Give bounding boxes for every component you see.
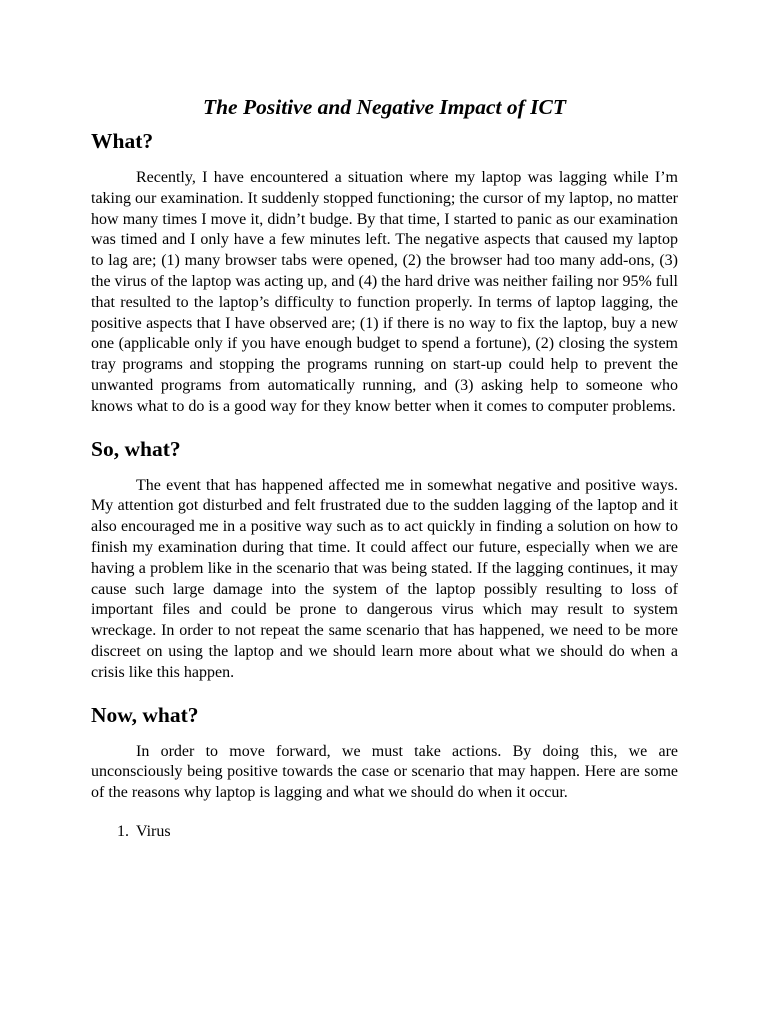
section-what bbox=[91, 128, 678, 418]
list-item-number: 1. bbox=[117, 822, 129, 840]
paragraph-so-what: The event that has happened affected me in somewhat negative and positive ways. My attention got disturbed and felt frustrated due to the sudden lagging of the laptop and it also encouraged me in a positive way such as to act quickly in finding a solution on how to finish my examination during that time. It could affect our future, especially when we are having a problem like in the scenario that was being stated. If the lagging continues, it may cause such large damage into the system of the laptop possibly resulting to loss of important files and could be prone to dangerous virus which may result to system wreckage. In order to not repeat the same scenario that has happened, we need to be more discreet on using the laptop and we should learn more about what we should do when a crisis like this happen. bbox=[91, 476, 678, 681]
section-heading-now-what: Now, what? bbox=[91, 702, 199, 727]
list-item bbox=[91, 822, 678, 843]
paragraph-what: Recently, I have encountered a situation where my laptop was lagging while I’m taking our examination. It suddenly stopped functioning; the cursor of my laptop, no matter how many times I move it, didn’t budge. By that time, I started to panic as our examination was timed and I only have a few minutes left. The negative aspects that caused my laptop to lag are; (1) many browser tabs were opened, (2) the browser had too many add-ons, (3) the virus of the laptop was acting up, and (4) the hard drive was neither failing nor 95% full that resulted to the laptop’s difficulty to function properly. In terms of laptop lagging, the positive aspects that I have observed are; (1) if there is no way to fix the laptop, buy a new one (applicable only if you have enough budget to spend a fortune), (2) closing the system tray programs and stopping the programs running on start-up could help to prevent the unwanted programs from automatically running, and (3) asking help to someone who knows what to do is a good way for they know better when it comes to computer problems. bbox=[91, 169, 678, 415]
paragraph-now-what: In order to move forward, we must take actions. By doing this, we are unconsciously being positive towards the case or scenario that may happen. Here are some of the reasons why laptop is lagging and what we should do when it occur. bbox=[91, 742, 678, 802]
section-heading-so-what: So, what? bbox=[91, 436, 181, 461]
document-title: The Positive and Negative Impact of ICT bbox=[202, 95, 567, 119]
section-now-what bbox=[91, 702, 678, 804]
reasons-list bbox=[91, 822, 678, 843]
section-so-what bbox=[91, 436, 678, 684]
section-heading-what: What? bbox=[91, 129, 154, 153]
list-item-text: Virus bbox=[136, 822, 171, 840]
